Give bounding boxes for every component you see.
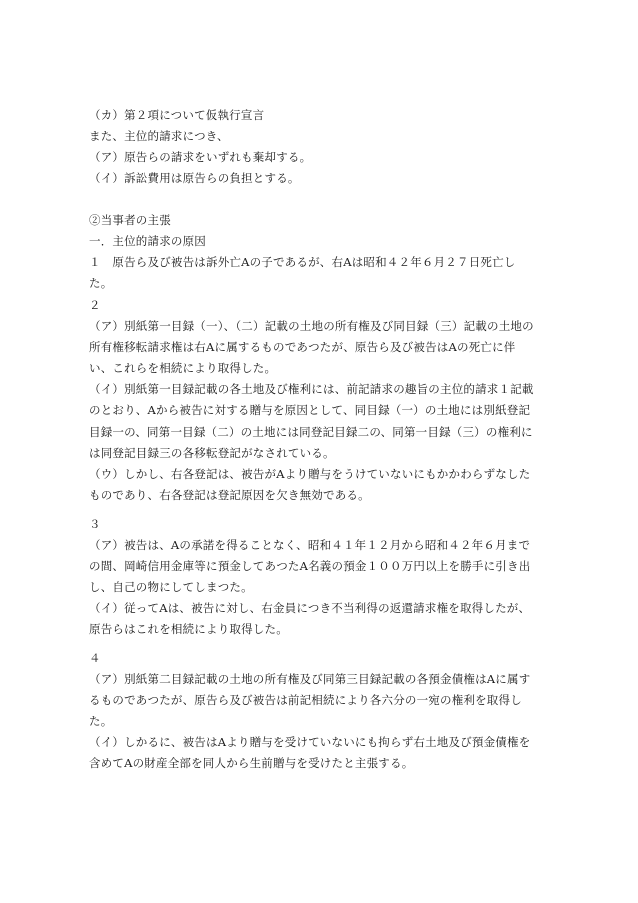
text-line: （ア）別紙第二目録記載の土地の所有権及び同第三目録記載の各預金債権はAに属す <box>89 672 531 687</box>
text-line: は同登記目録三の各移転登記がなされている。 <box>89 445 335 460</box>
text-line: 所有権移転請求権は右Aに属するものであつたが、原告ら及び被告はAの死亡に伴 <box>89 340 516 355</box>
text-line: い、これらを相続により取得した。 <box>89 361 277 376</box>
text-line: た。 <box>89 276 113 291</box>
section-heading: ②当事者の主張 <box>89 213 171 227</box>
claims-heading-block <box>89 210 553 294</box>
section-number: ２ <box>89 298 101 312</box>
text-line: し、自己の物にしてしまつた。 <box>89 580 253 595</box>
text-line: るものであつたが、原告ら及び被告は前記相続により各六分の一宛の権利を取得し <box>89 693 522 708</box>
text-line: 目録一の、同第一目録（二）の土地には同登記目録二の、同第一目録（三）の権利に <box>89 424 533 439</box>
text-line: また、主位的請求につき、 <box>89 129 229 144</box>
text-line: の間、岡崎信用金庫等に預金してあつたA名義の預金１００万円以上を勝手に引き出 <box>89 559 531 574</box>
text-line: （カ）第２項について仮執行宣言 <box>89 108 265 122</box>
text-line: た。 <box>89 714 113 729</box>
judgment-block <box>89 105 553 189</box>
text-line: （ア）別紙第一目録（一）、（二）記載の土地の所有権及び同目録（三）記載の土地の <box>89 319 534 334</box>
text-line: 含めてAの財産全部を同人から生前贈与を受けたと主張する。 <box>89 756 414 771</box>
section-4 <box>89 648 553 775</box>
text-line: （ア）被告は、Aの承諾を得ることなく、昭和４１年１２月から昭和４２年６月まで <box>89 538 531 553</box>
text-line: （ウ）しかし、右各登記は、被告がAより贈与をうけていないにもかかわらずなした <box>89 466 531 481</box>
text-line: （ア）原告らの請求をいずれも棄却する。 <box>89 150 312 165</box>
subsection-heading: 一．主位的請求の原因 <box>89 234 206 249</box>
text-line: （イ）別紙第一目録記載の各土地及び権利には、前記請求の趣旨の主位的請求１記載 <box>89 382 534 397</box>
section-2 <box>89 295 553 506</box>
text-line: （イ）しかるに、被告はAより贈与を受けていないにも拘らず右土地及び預金債権を <box>89 735 531 750</box>
text-line: のとおり、Aから被告に対する贈与を原因として、同目録（一）の土地には別紙登記 <box>89 403 531 418</box>
text-line: （イ）従ってAは、被告に対し、右金員につき不当利得の返還請求権を取得したが、 <box>89 601 531 616</box>
text-line: １ 原告ら及び被告は訴外亡Aの子であるが、右Aは昭和４２年６月２７日死亡し <box>89 255 516 270</box>
section-number: ３ <box>89 517 101 531</box>
text-line: （イ）訴訟費用は原告らの負担とする。 <box>89 171 300 186</box>
text-line: ものであり、右各登記は登記原因を欠き無効である。 <box>89 487 370 502</box>
text-line: 原告らはこれを相続により取得した。 <box>89 622 288 637</box>
section-number: ４ <box>89 651 101 665</box>
section-3 <box>89 514 553 641</box>
